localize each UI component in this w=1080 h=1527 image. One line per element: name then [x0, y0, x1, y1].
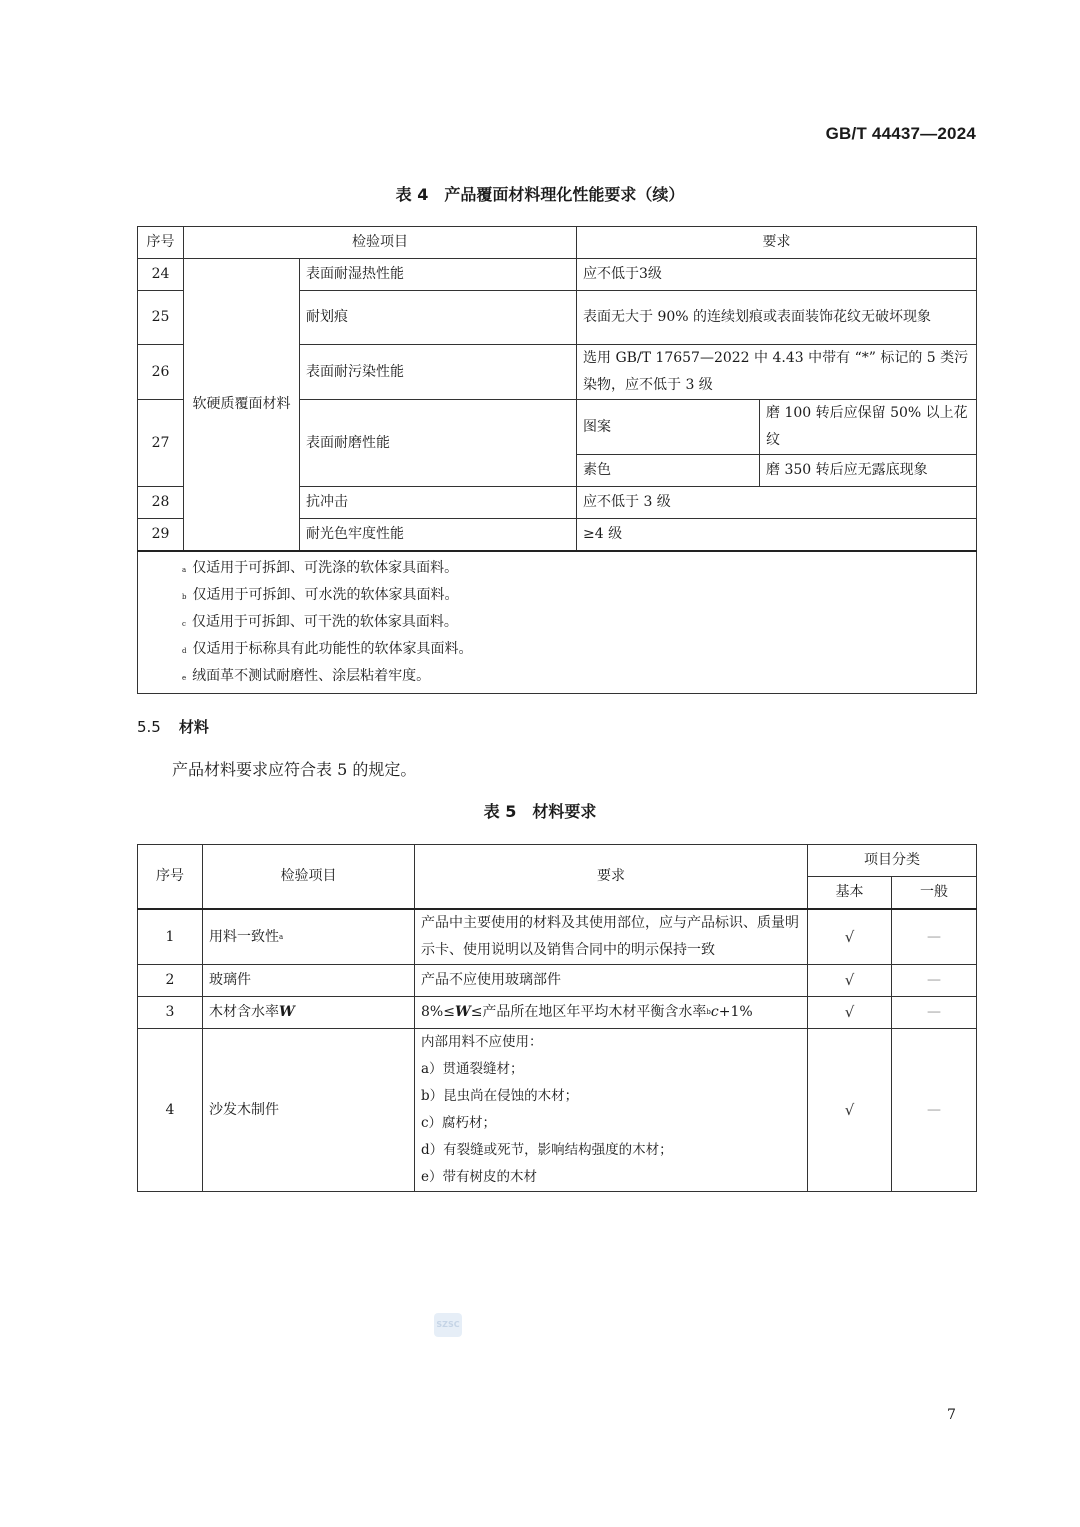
- req-line: 内部用料不应使用：: [421, 1034, 543, 1050]
- footnote: [182, 636, 976, 663]
- req-var: c: [710, 1004, 719, 1020]
- table-row: [138, 1029, 977, 1192]
- row-item-var: W: [279, 1004, 295, 1020]
- table5: [137, 844, 977, 1192]
- footnote-mark: c: [182, 620, 186, 628]
- check-icon: √: [808, 997, 892, 1029]
- row-seq: 4: [138, 1029, 203, 1192]
- req-line: b）昆虫尚在侵蚀的木材；: [421, 1088, 579, 1104]
- row-req: [415, 1029, 808, 1192]
- row-req: 应不低于3级: [577, 259, 977, 291]
- footnote: [182, 555, 976, 582]
- dash-mark: —: [892, 965, 977, 997]
- req-var: W: [454, 1004, 471, 1020]
- table-footnotes: [138, 551, 977, 694]
- row-item: 表面耐湿热性能: [300, 259, 577, 291]
- req-line: a）贯通裂缝材；: [421, 1061, 524, 1077]
- table-row: [138, 259, 977, 291]
- footnote: [182, 663, 976, 690]
- row-seq: 2: [138, 965, 203, 997]
- row-item: 沙发木制件: [203, 1029, 415, 1192]
- row-req: 产品不应使用玻璃部件: [415, 965, 808, 997]
- row-seq: 3: [138, 997, 203, 1029]
- row-item: 玻璃件: [203, 965, 415, 997]
- header-category: 项目分类: [808, 845, 977, 877]
- row-req: ≥4 级: [577, 519, 977, 552]
- table4: [137, 226, 977, 694]
- row-seq: 28: [138, 487, 184, 519]
- row-req: 表面无大于 90% 的连续划痕或表面装饰花纹无破坏现象: [577, 291, 977, 345]
- section-paragraph: 产品材料要求应符合表 5 的规定。: [172, 760, 417, 779]
- row-req: 磨 350 转后应无露底现象: [760, 455, 977, 487]
- row-req: 应不低于 3 级: [577, 487, 977, 519]
- row-item: 抗冲击: [300, 487, 577, 519]
- table5-title: 表 5 材料要求: [483, 802, 597, 821]
- footnote-mark: d: [182, 647, 187, 655]
- row-req: 产品中主要使用的材料及其使用部位，应与产品标识、质量明示卡、使用说明以及销售合同中的明示保持一致: [415, 909, 808, 965]
- row-item: 耐光色牢度性能: [300, 519, 577, 552]
- header-req: 要求: [415, 845, 808, 910]
- req-sup: b: [706, 1008, 711, 1016]
- row-item: [203, 997, 415, 1029]
- table-row: [138, 909, 977, 965]
- row-req: [415, 997, 808, 1029]
- row-seq: 26: [138, 345, 184, 400]
- header-basic: 基本: [808, 877, 892, 910]
- header-item: 检验项目: [184, 227, 577, 259]
- row-req: 磨 100 转后应保留 50% 以上花纹: [760, 400, 977, 455]
- footnote-mark: b: [182, 593, 187, 601]
- row-seq: 29: [138, 519, 184, 552]
- req-line: e）带有树皮的木材: [421, 1169, 537, 1185]
- req-part: +1%: [718, 1004, 753, 1020]
- check-icon: √: [808, 909, 892, 965]
- standard-code: GB/T 44437—2024: [825, 124, 976, 143]
- header-item: 检验项目: [203, 845, 415, 910]
- footnote-text: 仅适用于可拆卸、可水洗的软体家具面料。: [192, 587, 459, 603]
- row-seq: 1: [138, 909, 203, 965]
- section-number: 5.5: [137, 718, 161, 736]
- table-header-row: [138, 845, 977, 877]
- row-seq: 25: [138, 291, 184, 345]
- table-row: [138, 965, 977, 997]
- table-row: [138, 997, 977, 1029]
- row-subtype: 图案: [577, 400, 760, 455]
- section-title: 材料: [178, 718, 209, 736]
- req-part: ≤产品所在地区年平均木材平衡含水率: [470, 1004, 707, 1020]
- footnote-text: 仅适用于可拆卸、可干洗的软体家具面料。: [191, 614, 458, 630]
- row-category: 软硬质覆面材料: [184, 259, 300, 552]
- row-item: 表面耐污染性能: [300, 345, 577, 400]
- section-heading: [137, 716, 209, 737]
- row-subtype: 素色: [577, 455, 760, 487]
- row-item-text: 用料一致性: [209, 928, 279, 945]
- req-line: d）有裂缝或死节，影响结构强度的木材；: [421, 1142, 673, 1158]
- header-general: 一般: [892, 877, 977, 910]
- row-req: 选用 GB/T 17657—2022 中 4.43 中带有 “*” 标记的 5 类污染物，应不低于 3 级: [577, 345, 977, 400]
- check-icon: √: [808, 965, 892, 997]
- dash-mark: —: [892, 1029, 977, 1192]
- row-item: [203, 909, 415, 965]
- req-line: c）腐朽材；: [421, 1115, 497, 1131]
- footnote-mark: a: [182, 566, 187, 574]
- row-item-sup: a: [279, 932, 284, 941]
- header-seq: 序号: [138, 227, 184, 259]
- table4-title: 表 4 产品覆面材料理化性能要求（续）: [395, 185, 685, 204]
- row-item: 表面耐磨性能: [300, 400, 577, 487]
- watermark-logo: SZSC: [434, 1313, 462, 1337]
- footnote-mark: e: [182, 674, 187, 682]
- header-req: 要求: [577, 227, 977, 259]
- req-part: 8%≤: [421, 1004, 455, 1020]
- row-item-text: 木材含水率: [209, 1004, 279, 1020]
- dash-mark: —: [892, 997, 977, 1029]
- row-item: 耐划痕: [300, 291, 577, 345]
- table-header-row: [138, 227, 977, 259]
- footnote-text: 绒面革不测试耐磨性、涂层粘着牢度。: [192, 668, 431, 684]
- row-seq: 24: [138, 259, 184, 291]
- row-seq: 27: [138, 400, 184, 487]
- page-number: 7: [947, 1407, 956, 1423]
- footnote: [182, 582, 976, 609]
- footnote-text: 仅适用于标称具有此功能性的软体家具面料。: [192, 641, 473, 657]
- dash-mark: —: [892, 909, 977, 965]
- header-seq: 序号: [138, 845, 203, 910]
- check-icon: √: [808, 1029, 892, 1192]
- footnote: [182, 609, 976, 636]
- footnote-text: 仅适用于可拆卸、可洗涤的软体家具面料。: [192, 560, 459, 576]
